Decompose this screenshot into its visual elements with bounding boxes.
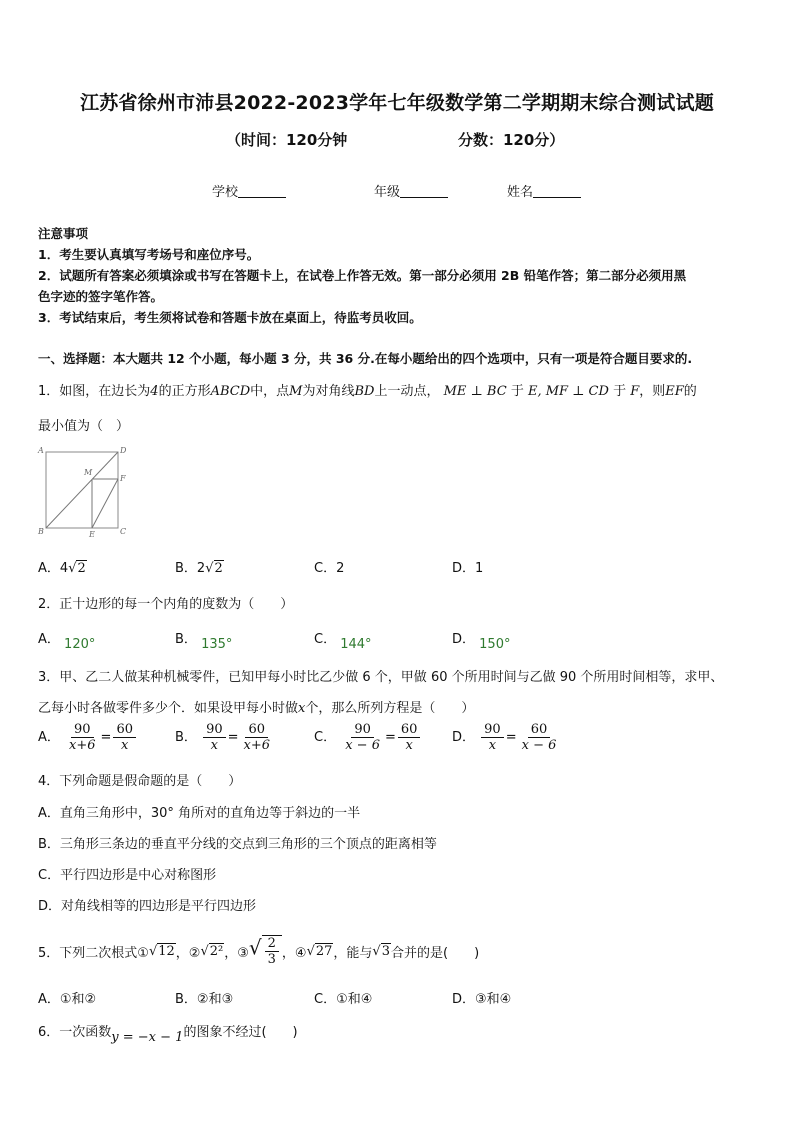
label-d: D bbox=[120, 446, 127, 455]
equals: = bbox=[384, 730, 396, 745]
grade-field bbox=[374, 181, 448, 200]
q1-ef: EF bbox=[665, 384, 684, 399]
numerator: 90 bbox=[351, 722, 374, 738]
q4-option-c[interactable]: C．平行四边形是中心对称图形 bbox=[38, 868, 217, 883]
option-label: A． bbox=[38, 730, 60, 745]
option-value: 144° bbox=[340, 637, 372, 652]
q1-point-f: F bbox=[630, 384, 640, 399]
q1-point-m: M bbox=[289, 384, 303, 399]
notice-heading: 注意事项 bbox=[38, 226, 89, 241]
q6-stem bbox=[38, 1021, 298, 1045]
numerator: 60 bbox=[245, 722, 268, 738]
sqrt: √2 bbox=[68, 561, 86, 576]
denominator: x+6 bbox=[69, 738, 96, 753]
q1-text: 上一动点， bbox=[374, 384, 440, 399]
q3-option-b[interactable] bbox=[175, 722, 275, 753]
q6-text: 6．一次函数 bbox=[38, 1025, 112, 1040]
q1-option-d[interactable]: D．1 bbox=[452, 561, 484, 576]
numerator: 90 bbox=[481, 722, 504, 738]
q1-option-a[interactable] bbox=[38, 557, 87, 576]
time-info: （时间：120分钟 bbox=[226, 131, 348, 149]
sqrt: √2 bbox=[205, 561, 223, 576]
numerator: 90 bbox=[71, 722, 94, 738]
denominator: x bbox=[405, 738, 413, 753]
q5-stem bbox=[38, 936, 479, 966]
notice-item-2: 2．试题所有答案必须填涂或书写在答题卡上，在试卷上作答无效。第一部分必须用 2B 铅笔作答；第二部分必须用黑 bbox=[38, 268, 687, 283]
q5-text: ，④ bbox=[281, 945, 307, 961]
label-c: C bbox=[120, 527, 127, 536]
denominator: 3 bbox=[267, 952, 276, 967]
q1-mf: E, MF ⊥ CD bbox=[527, 384, 609, 399]
radicand: 3 bbox=[381, 943, 390, 959]
option-label: C． bbox=[314, 730, 337, 745]
coef: 2 bbox=[196, 561, 206, 576]
q2-option-b[interactable] bbox=[175, 628, 233, 652]
score-info: 分数：120分） bbox=[458, 131, 565, 149]
name-blank bbox=[533, 185, 581, 198]
sqrt-27: √27 bbox=[306, 943, 333, 959]
section-heading: 一、选择题：本大题共 12 个小题，每小题 3 分，共 36 分.在每小题给出的四个选项中，只有一项是符合题目要求的. bbox=[38, 351, 693, 366]
option-label: B． bbox=[175, 632, 197, 647]
sqrt-2-squared: √2² bbox=[200, 943, 224, 959]
sqrt-3: √3 bbox=[372, 943, 390, 959]
q1-diagonal: BD bbox=[354, 384, 375, 399]
q1-option-c[interactable]: C．2 bbox=[314, 561, 345, 576]
equals: = bbox=[227, 730, 239, 745]
option-label: C． bbox=[314, 632, 337, 647]
q3-var: x bbox=[298, 701, 306, 716]
school-field bbox=[212, 181, 286, 200]
q1-text: 中，点 bbox=[250, 384, 290, 399]
q2-option-c[interactable] bbox=[314, 628, 372, 652]
q1-stem-2: 最小值为（ ） bbox=[38, 419, 130, 434]
equals: = bbox=[505, 730, 517, 745]
fraction bbox=[519, 722, 560, 753]
numerator: 90 bbox=[203, 722, 226, 738]
q5-option-b[interactable]: B．②和③ bbox=[175, 992, 234, 1007]
fraction bbox=[481, 722, 504, 753]
q4-stem: 4．下列命题是假命题的是（ ） bbox=[38, 774, 242, 789]
numerator: 60 bbox=[398, 722, 421, 738]
q1-me: ME ⊥ BC bbox=[443, 384, 507, 399]
q1-text: 为对角线 bbox=[302, 384, 355, 399]
notice-item-1: 1．考生要认真填写考场号和座位序号。 bbox=[38, 247, 260, 262]
sqrt-12: √12 bbox=[148, 943, 175, 959]
denominator: x bbox=[210, 738, 218, 753]
q5-text: 合并的是( ) bbox=[391, 945, 480, 961]
option-label: A． bbox=[38, 561, 60, 576]
label-a: A bbox=[38, 446, 44, 455]
fraction bbox=[203, 722, 226, 753]
numerator: 2 bbox=[265, 936, 279, 952]
label-e: E bbox=[89, 530, 95, 538]
q4-option-b[interactable]: B．三角形三条边的垂直平分线的交点到三角形的三个顶点的距离相等 bbox=[38, 837, 437, 852]
name-field bbox=[507, 181, 581, 200]
option-label: B． bbox=[175, 561, 197, 576]
q2-option-a[interactable] bbox=[38, 628, 96, 652]
q3-stem-2 bbox=[38, 697, 474, 716]
q1-text: 于 bbox=[613, 384, 627, 399]
fraction bbox=[113, 722, 136, 753]
q3-stem: 3．甲、乙二人做某种机械零件，已知甲每小时比乙少做 6 个，甲做 60 个所用时间与乙做 90 个所用时间相等，求甲、 bbox=[38, 670, 724, 685]
diagonal-bd bbox=[46, 452, 118, 528]
q3-option-d[interactable] bbox=[452, 722, 561, 753]
grade-label: 年级 bbox=[374, 185, 401, 200]
q1-stem bbox=[38, 380, 697, 399]
fraction bbox=[66, 722, 99, 753]
q5-option-a[interactable]: A．①和② bbox=[38, 992, 97, 1007]
denominator: x − 6 bbox=[345, 738, 380, 753]
numerator: 60 bbox=[113, 722, 136, 738]
radicand: 2 bbox=[214, 561, 223, 576]
numerator: 60 bbox=[528, 722, 551, 738]
radicand: 12 bbox=[158, 943, 175, 959]
q1-text: 1．如图，在边长为 bbox=[38, 384, 151, 399]
q5-text: ，能与 bbox=[333, 945, 373, 961]
option-value: 150° bbox=[479, 637, 511, 652]
q1-figure bbox=[36, 444, 132, 538]
q5-text: ，③ bbox=[224, 945, 249, 961]
label-b: B bbox=[38, 527, 44, 536]
school-label: 学校 bbox=[212, 185, 239, 200]
fraction bbox=[265, 936, 279, 967]
q2-stem: 2．正十边形的每一个内角的度数为（ ） bbox=[38, 597, 294, 612]
q1-text: ，则 bbox=[639, 384, 666, 399]
q6-function: y = −x − 1 bbox=[111, 1030, 184, 1045]
q1-text: 的 bbox=[683, 384, 697, 399]
radicand: 2 bbox=[77, 561, 86, 576]
fraction bbox=[398, 722, 421, 753]
denominator: x − 6 bbox=[521, 738, 557, 753]
q1-text: 于 bbox=[510, 384, 524, 399]
grade-blank bbox=[400, 185, 448, 198]
notice-item-3: 3．考试结束后，考生须将试卷和答题卡放在桌面上，待监考员收回。 bbox=[38, 310, 422, 325]
q5-option-c[interactable]: C．①和④ bbox=[314, 992, 373, 1007]
radicand: 27 bbox=[315, 943, 333, 959]
school-blank bbox=[238, 185, 286, 198]
q4-option-d[interactable]: D．对角线相等的四边形是平行四边形 bbox=[38, 899, 257, 914]
q1-option-b[interactable] bbox=[175, 557, 224, 576]
radicand: 2² bbox=[209, 943, 224, 959]
equals: = bbox=[100, 730, 112, 745]
option-label: B． bbox=[175, 730, 197, 745]
exam-title: 江苏省徐州市沛县2022-2023学年七年级数学第二学期期末综合测试试题 bbox=[80, 92, 714, 114]
label-m: M bbox=[84, 468, 93, 477]
notice-item-2-cont: 色字迹的签字笔作答。 bbox=[38, 289, 164, 304]
q3-text: 个，那么所列方程是（ ） bbox=[305, 701, 475, 716]
q3-option-c[interactable] bbox=[314, 722, 422, 753]
option-label: D． bbox=[452, 632, 476, 647]
q6-text: 的图象不经过( ) bbox=[183, 1025, 298, 1040]
option-value: 120° bbox=[64, 637, 96, 652]
coef: 4 bbox=[59, 561, 69, 576]
q1-text: 的正方形 bbox=[158, 384, 211, 399]
option-label: A． bbox=[38, 632, 60, 647]
option-value: 135° bbox=[201, 637, 233, 652]
denominator: x+6 bbox=[243, 738, 271, 753]
fraction bbox=[342, 722, 383, 753]
q1-side: 4 bbox=[150, 384, 159, 399]
q5-text: 5．下列二次根式① bbox=[38, 945, 149, 961]
q2-option-d[interactable] bbox=[452, 628, 511, 652]
denominator: x bbox=[488, 738, 497, 753]
option-label: D． bbox=[452, 730, 476, 745]
denominator: x bbox=[121, 738, 129, 753]
q3-option-a[interactable] bbox=[38, 722, 138, 753]
label-f: F bbox=[120, 474, 126, 483]
q1-square: ABCD bbox=[210, 384, 251, 399]
name-label: 姓名 bbox=[507, 185, 534, 200]
q3-text: 乙每小时各做零件多少个．如果设甲每小时做 bbox=[38, 701, 299, 716]
q5-text: ，② bbox=[175, 945, 201, 961]
fraction bbox=[241, 722, 274, 753]
q5-option-d[interactable]: D．③和④ bbox=[452, 992, 512, 1007]
segment-ef bbox=[92, 479, 118, 528]
sqrt-two-thirds: √ $\frac{2}{3}$ bbox=[249, 935, 282, 967]
q4-option-a[interactable]: A．直角三角形中，30° 角所对的直角边等于斜边的一半 bbox=[38, 806, 361, 821]
